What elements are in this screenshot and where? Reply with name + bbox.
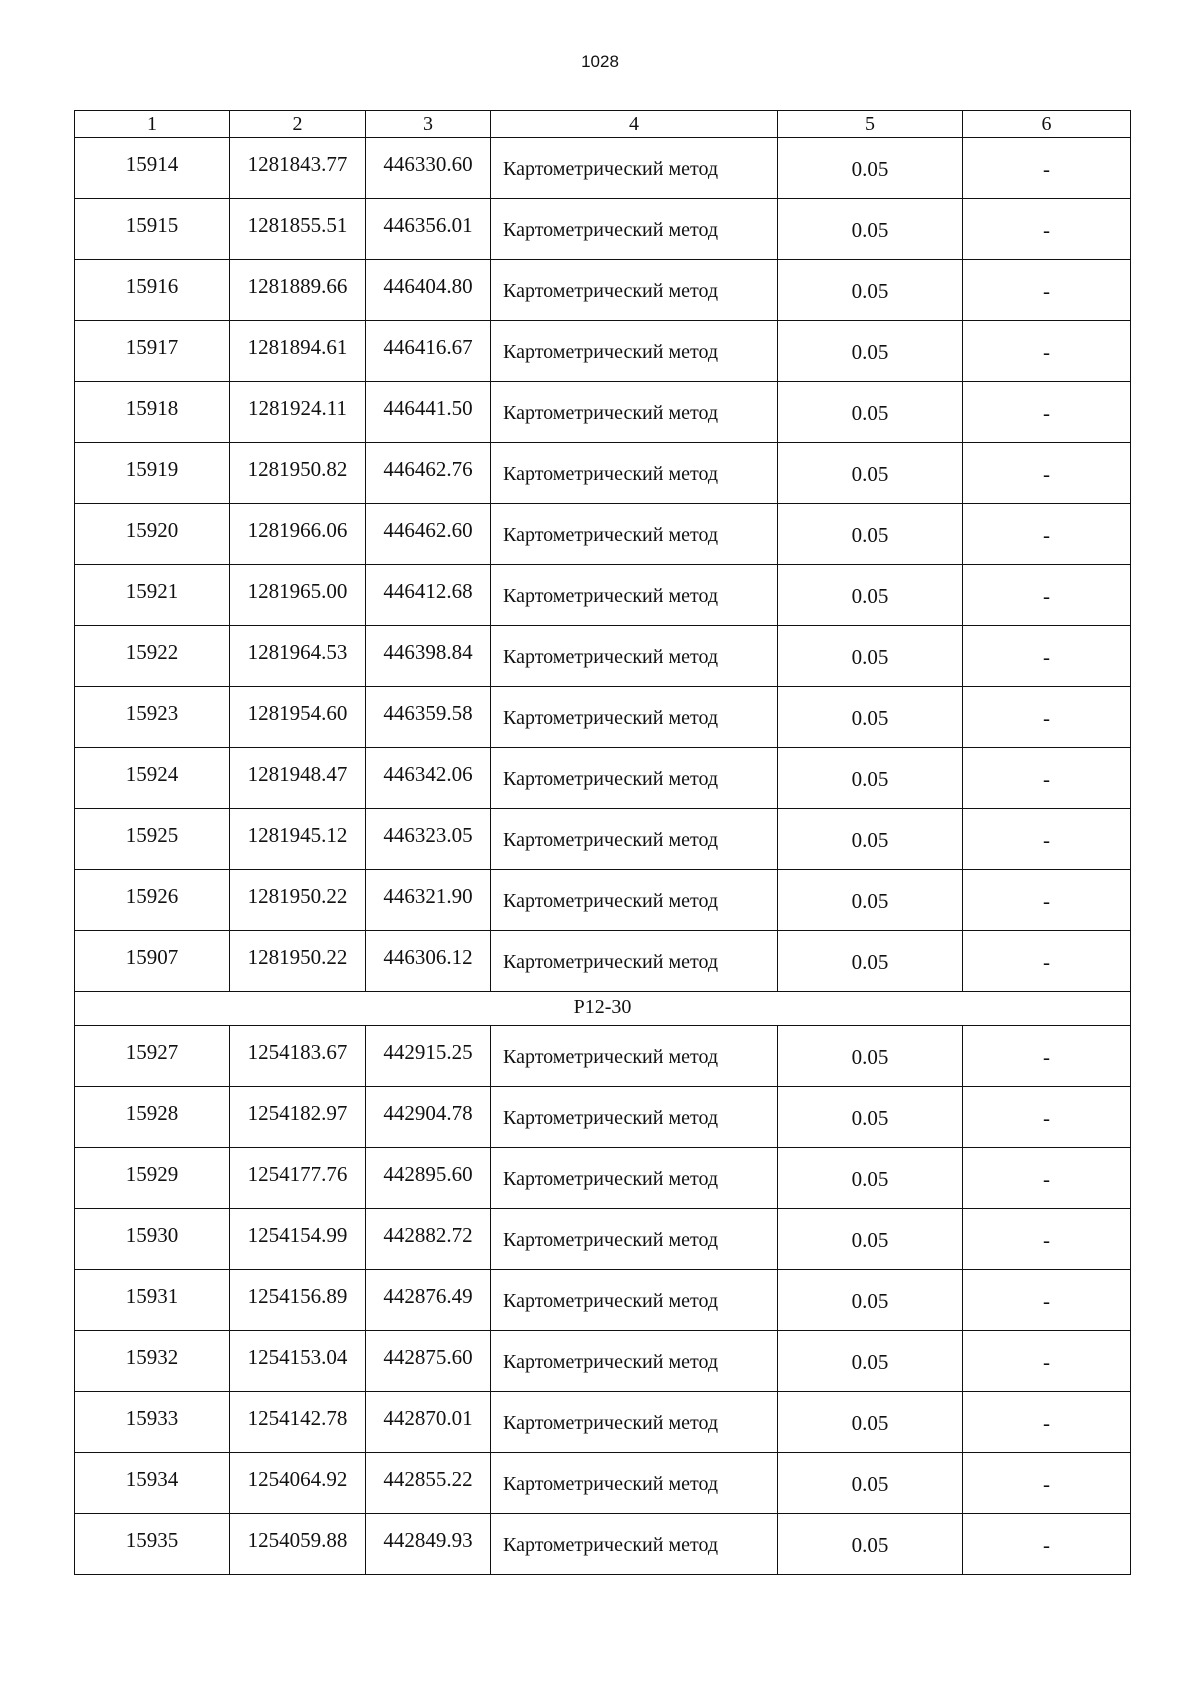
y-coordinate-cell: 446404.80	[366, 260, 491, 321]
note-cell: -	[963, 931, 1131, 992]
point-number-cell: 15922	[75, 626, 230, 687]
y-coordinate-cell: 442904.78	[366, 1087, 491, 1148]
x-coordinate-cell: 1281945.12	[230, 809, 366, 870]
accuracy-cell: 0.05	[778, 1270, 963, 1331]
point-number-cell: 15928	[75, 1087, 230, 1148]
note-cell: -	[963, 1209, 1131, 1270]
column-header: 5	[778, 111, 963, 138]
accuracy-cell: 0.05	[778, 1026, 963, 1087]
note-cell: -	[963, 1331, 1131, 1392]
note-cell: -	[963, 1270, 1131, 1331]
accuracy-cell: 0.05	[778, 504, 963, 565]
y-coordinate-cell: 446462.76	[366, 443, 491, 504]
y-coordinate-cell: 446323.05	[366, 809, 491, 870]
accuracy-cell: 0.05	[778, 321, 963, 382]
table-row	[75, 1453, 1131, 1514]
x-coordinate-cell: 1281894.61	[230, 321, 366, 382]
method-cell: Картометрический метод	[491, 687, 778, 748]
y-coordinate-cell: 442855.22	[366, 1453, 491, 1514]
method-cell: Картометрический метод	[491, 809, 778, 870]
method-cell: Картометрический метод	[491, 1392, 778, 1453]
y-coordinate-cell: 442849.93	[366, 1514, 491, 1575]
x-coordinate-cell: 1254142.78	[230, 1392, 366, 1453]
method-cell: Картометрический метод	[491, 443, 778, 504]
method-cell: Картометрический метод	[491, 748, 778, 809]
x-coordinate-cell: 1281843.77	[230, 138, 366, 199]
column-header: 6	[963, 111, 1131, 138]
point-number-cell: 15926	[75, 870, 230, 931]
table-row	[75, 1392, 1131, 1453]
note-cell: -	[963, 809, 1131, 870]
y-coordinate-cell: 442870.01	[366, 1392, 491, 1453]
y-coordinate-cell: 446441.50	[366, 382, 491, 443]
x-coordinate-cell: 1281889.66	[230, 260, 366, 321]
method-cell: Картометрический метод	[491, 504, 778, 565]
column-header: 2	[230, 111, 366, 138]
accuracy-cell: 0.05	[778, 626, 963, 687]
table-row	[75, 260, 1131, 321]
column-header: 4	[491, 111, 778, 138]
note-cell: -	[963, 321, 1131, 382]
table-row	[75, 1087, 1131, 1148]
x-coordinate-cell: 1254154.99	[230, 1209, 366, 1270]
accuracy-cell: 0.05	[778, 1392, 963, 1453]
x-coordinate-cell: 1281965.00	[230, 565, 366, 626]
y-coordinate-cell: 442915.25	[366, 1026, 491, 1087]
x-coordinate-cell: 1281950.82	[230, 443, 366, 504]
x-coordinate-cell: 1254156.89	[230, 1270, 366, 1331]
x-coordinate-cell: 1281855.51	[230, 199, 366, 260]
note-cell: -	[963, 1148, 1131, 1209]
table-row	[75, 1331, 1131, 1392]
x-coordinate-cell: 1254064.92	[230, 1453, 366, 1514]
y-coordinate-cell: 446330.60	[366, 138, 491, 199]
point-number-cell: 15916	[75, 260, 230, 321]
y-coordinate-cell: 446398.84	[366, 626, 491, 687]
table-row	[75, 321, 1131, 382]
x-coordinate-cell: 1281964.53	[230, 626, 366, 687]
page-number: 1028	[581, 52, 619, 71]
method-cell: Картометрический метод	[491, 1514, 778, 1575]
y-coordinate-cell: 442876.49	[366, 1270, 491, 1331]
table-row	[75, 1270, 1131, 1331]
point-number-cell: 15934	[75, 1453, 230, 1514]
x-coordinate-cell: 1254183.67	[230, 1026, 366, 1087]
column-header: 3	[366, 111, 491, 138]
y-coordinate-cell: 446412.68	[366, 565, 491, 626]
note-cell: -	[963, 138, 1131, 199]
note-cell: -	[963, 1026, 1131, 1087]
section-header-row	[75, 992, 1131, 1026]
table-row	[75, 504, 1131, 565]
x-coordinate-cell: 1254059.88	[230, 1514, 366, 1575]
x-coordinate-cell: 1281966.06	[230, 504, 366, 565]
accuracy-cell: 0.05	[778, 931, 963, 992]
accuracy-cell: 0.05	[778, 565, 963, 626]
accuracy-cell: 0.05	[778, 1148, 963, 1209]
table-row	[75, 809, 1131, 870]
note-cell: -	[963, 687, 1131, 748]
method-cell: Картометрический метод	[491, 931, 778, 992]
note-cell: -	[963, 504, 1131, 565]
point-number-cell: 15915	[75, 199, 230, 260]
note-cell: -	[963, 1514, 1131, 1575]
point-number-cell: 15935	[75, 1514, 230, 1575]
accuracy-cell: 0.05	[778, 1514, 963, 1575]
note-cell: -	[963, 1392, 1131, 1453]
accuracy-cell: 0.05	[778, 1331, 963, 1392]
table-row	[75, 382, 1131, 443]
y-coordinate-cell: 446359.58	[366, 687, 491, 748]
x-coordinate-cell: 1281950.22	[230, 931, 366, 992]
table-body	[75, 138, 1131, 1575]
method-cell: Картометрический метод	[491, 1026, 778, 1087]
y-coordinate-cell: 446462.60	[366, 504, 491, 565]
note-cell: -	[963, 748, 1131, 809]
table-row	[75, 1026, 1131, 1087]
table-row	[75, 1148, 1131, 1209]
accuracy-cell: 0.05	[778, 870, 963, 931]
table-row	[75, 748, 1131, 809]
method-cell: Картометрический метод	[491, 870, 778, 931]
table-row	[75, 626, 1131, 687]
accuracy-cell: 0.05	[778, 1087, 963, 1148]
point-number-cell: 15929	[75, 1148, 230, 1209]
table-row	[75, 931, 1131, 992]
table-row	[75, 687, 1131, 748]
method-cell: Картометрический метод	[491, 1087, 778, 1148]
table-header-row	[75, 111, 1131, 138]
table-row	[75, 138, 1131, 199]
note-cell: -	[963, 199, 1131, 260]
method-cell: Картометрический метод	[491, 1270, 778, 1331]
point-number-cell: 15919	[75, 443, 230, 504]
accuracy-cell: 0.05	[778, 1209, 963, 1270]
accuracy-cell: 0.05	[778, 687, 963, 748]
point-number-cell: 15907	[75, 931, 230, 992]
point-number-cell: 15917	[75, 321, 230, 382]
y-coordinate-cell: 446356.01	[366, 199, 491, 260]
point-number-cell: 15932	[75, 1331, 230, 1392]
note-cell: -	[963, 565, 1131, 626]
note-cell: -	[963, 1087, 1131, 1148]
table-row	[75, 199, 1131, 260]
method-cell: Картометрический метод	[491, 1209, 778, 1270]
table-row	[75, 565, 1131, 626]
column-header: 1	[75, 111, 230, 138]
y-coordinate-cell: 446342.06	[366, 748, 491, 809]
method-cell: Картометрический метод	[491, 626, 778, 687]
point-number-cell: 15920	[75, 504, 230, 565]
accuracy-cell: 0.05	[778, 809, 963, 870]
x-coordinate-cell: 1254177.76	[230, 1148, 366, 1209]
point-number-cell: 15921	[75, 565, 230, 626]
accuracy-cell: 0.05	[778, 443, 963, 504]
point-number-cell: 15914	[75, 138, 230, 199]
note-cell: -	[963, 626, 1131, 687]
y-coordinate-cell: 446416.67	[366, 321, 491, 382]
note-cell: -	[963, 260, 1131, 321]
point-number-cell: 15923	[75, 687, 230, 748]
point-number-cell: 15927	[75, 1026, 230, 1087]
point-number-cell: 15933	[75, 1392, 230, 1453]
method-cell: Картометрический метод	[491, 199, 778, 260]
point-number-cell: 15930	[75, 1209, 230, 1270]
table-row	[75, 1209, 1131, 1270]
table-row	[75, 443, 1131, 504]
point-number-cell: 15925	[75, 809, 230, 870]
method-cell: Картометрический метод	[491, 565, 778, 626]
section-title: P12-30	[75, 992, 1131, 1026]
y-coordinate-cell: 446306.12	[366, 931, 491, 992]
x-coordinate-cell: 1281950.22	[230, 870, 366, 931]
method-cell: Картометрический метод	[491, 382, 778, 443]
y-coordinate-cell: 442895.60	[366, 1148, 491, 1209]
point-number-cell: 15931	[75, 1270, 230, 1331]
x-coordinate-cell: 1281924.11	[230, 382, 366, 443]
x-coordinate-cell: 1281954.60	[230, 687, 366, 748]
x-coordinate-cell: 1281948.47	[230, 748, 366, 809]
x-coordinate-cell: 1254182.97	[230, 1087, 366, 1148]
table-row	[75, 1514, 1131, 1575]
coordinates-table	[74, 110, 1131, 1575]
point-number-cell: 15924	[75, 748, 230, 809]
accuracy-cell: 0.05	[778, 748, 963, 809]
method-cell: Картометрический метод	[491, 260, 778, 321]
method-cell: Картометрический метод	[491, 138, 778, 199]
table-row	[75, 870, 1131, 931]
method-cell: Картометрический метод	[491, 321, 778, 382]
note-cell: -	[963, 443, 1131, 504]
accuracy-cell: 0.05	[778, 382, 963, 443]
accuracy-cell: 0.05	[778, 260, 963, 321]
x-coordinate-cell: 1254153.04	[230, 1331, 366, 1392]
method-cell: Картометрический метод	[491, 1453, 778, 1514]
accuracy-cell: 0.05	[778, 199, 963, 260]
accuracy-cell: 0.05	[778, 1453, 963, 1514]
note-cell: -	[963, 382, 1131, 443]
y-coordinate-cell: 442882.72	[366, 1209, 491, 1270]
method-cell: Картометрический метод	[491, 1331, 778, 1392]
note-cell: -	[963, 1453, 1131, 1514]
point-number-cell: 15918	[75, 382, 230, 443]
method-cell: Картометрический метод	[491, 1148, 778, 1209]
y-coordinate-cell: 446321.90	[366, 870, 491, 931]
note-cell: -	[963, 870, 1131, 931]
accuracy-cell: 0.05	[778, 138, 963, 199]
y-coordinate-cell: 442875.60	[366, 1331, 491, 1392]
